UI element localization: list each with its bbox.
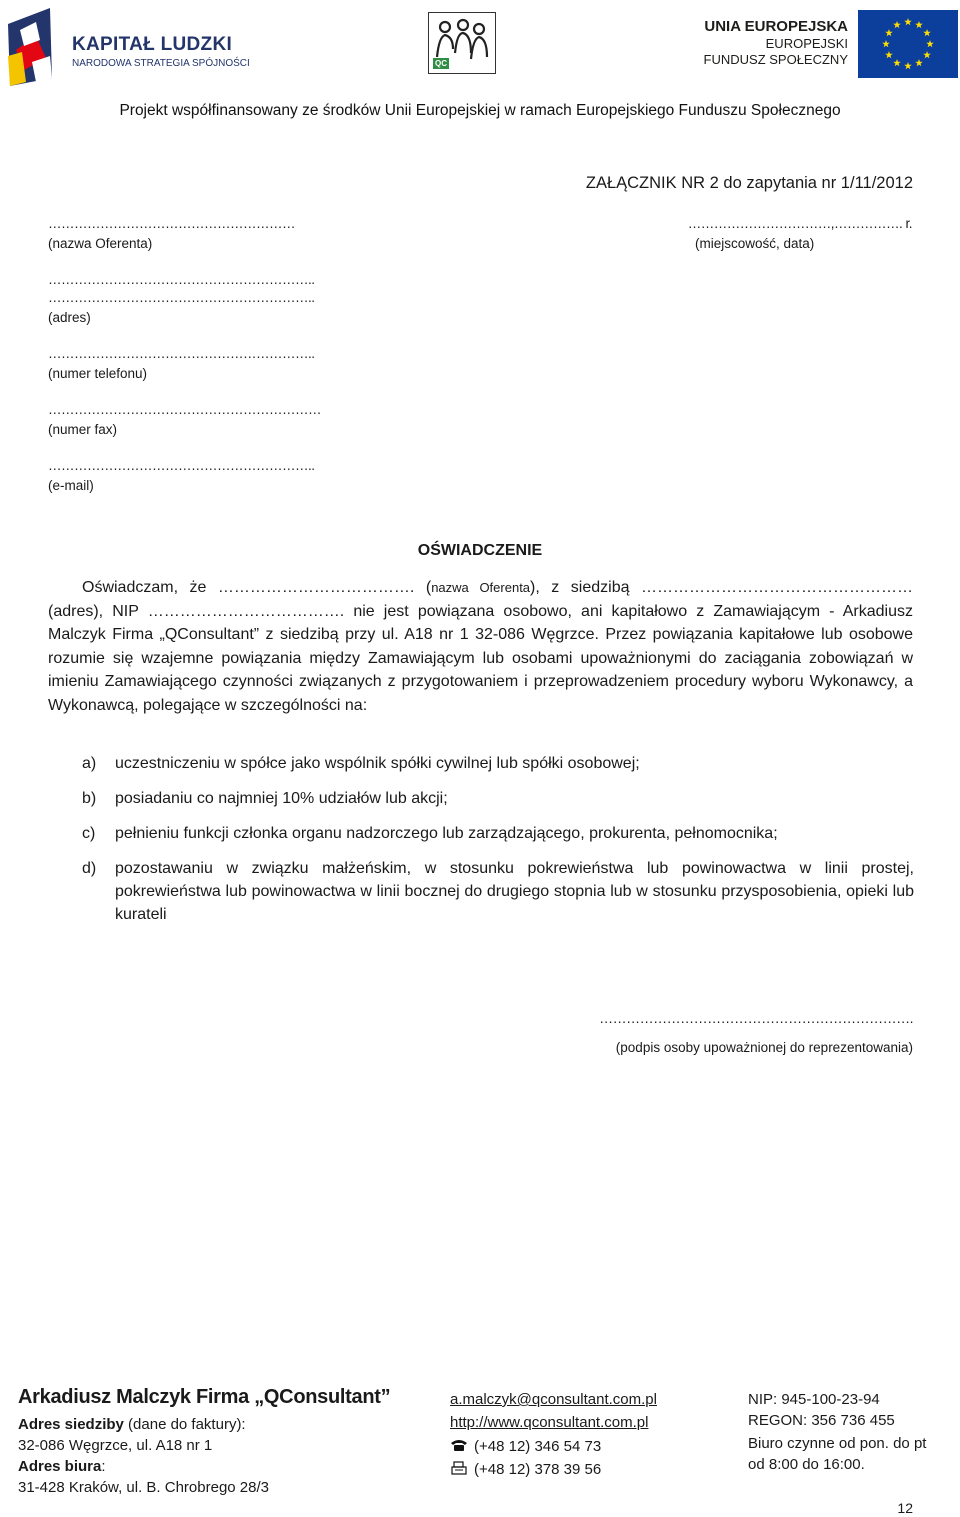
address-dots-2: …………………………………………………….. [48, 290, 315, 305]
statement-part-c: Węgrzce. Przez powiązania kapitałowe lub osobowe rozumie się wzajemne powiązania między Zamawiającym lub osobami upoważnionymi do zaciągania zobowiązań w imieniu Zamawiającego czynności związanych z przygotowaniem i przeprowadzeniem procedury wyboru Wykonawcy, a Wykonawcą, polegające w szczególności na: [48, 626, 914, 714]
eu-flag-icon [858, 10, 958, 78]
phone-dots: …………………………………………………….. [48, 346, 315, 361]
list-item [82, 822, 914, 845]
list-item [82, 787, 914, 810]
list-item-letter: c) [82, 825, 96, 842]
nip: NIP: 945-100-23-94 [748, 1391, 880, 1408]
list-item-letter: d) [82, 860, 97, 877]
offeror-name-label: (nazwa Oferenta) [48, 236, 153, 251]
list-item-text: pełnieniu funkcji członka organu nadzorczego lub zarządzającego, prokurenta, pełnomocnika; [115, 825, 778, 842]
statement-paragraph [48, 576, 913, 717]
annex-title: ZAŁĄCZNIK NR 2 do zapytania nr 1/11/2012 [585, 174, 913, 192]
website-link[interactable]: http://www.qconsultant.com.pl [450, 1414, 649, 1431]
list-item [82, 752, 914, 775]
seat-label: Adres siedziby (dane do faktury): [18, 1416, 246, 1433]
statement-title: OŚWIADCZENIE [417, 542, 543, 559]
list-item-letter: b) [82, 790, 97, 807]
office-label: Adres biura: [18, 1458, 106, 1475]
eu-line-2: EUROPEJSKI [765, 36, 848, 51]
statement-part-a: Oświadczam, że ………………………………. ( [82, 579, 432, 596]
list-item-text: posiadaniu co najmniej 10% udziałów lub akcji; [115, 790, 448, 807]
qconsultant-logo [428, 12, 496, 74]
fax-line: (+48 12) 378 39 56 [450, 1459, 657, 1480]
address-label: (adres) [48, 310, 91, 325]
list-item-text: pozostawaniu w związku małżeńskim, w stosunku pokrewieństwa lub powinowactwa w linii prostej, pokrewieństwa lub powinowactwa w linii bocznej do drugiego stopnia lub w stosunku przysposobienia, opieki lub kurateli [115, 860, 914, 923]
office-hours-1: Biuro czynne od pon. do pt [748, 1435, 927, 1452]
seat-address: 32-086 Węgrzce, ul. A18 nr 1 [18, 1437, 213, 1454]
eu-line-1: UNIA EUROPEJSKA [704, 18, 848, 35]
telephone-icon [450, 1438, 468, 1452]
eu-line-3: FUNDUSZ SPOŁECZNY [703, 52, 848, 67]
page-number: 12 [897, 1500, 913, 1516]
fax-label: (numer fax) [48, 422, 118, 437]
office-address: 31-428 Kraków, ul. B. Chrobrego 28/3 [18, 1479, 269, 1496]
qc-label: QC [435, 59, 447, 68]
list-item-text: uczestniczeniu w spółce jako wspólnik spółki cywilnej lub spółki osobowej; [115, 755, 640, 772]
email-label: (e-mail) [48, 478, 94, 493]
list-item-letter: a) [82, 755, 97, 772]
regon: REGON: 356 736 455 [748, 1412, 895, 1429]
kl-subtitle: NARODOWA STRATEGIA SPÓJNOŚCI [72, 58, 250, 69]
list-item [82, 857, 914, 926]
email-dots: …………………………………………………….. [48, 458, 315, 473]
phone-line: (+48 12) 346 54 73 [450, 1436, 657, 1457]
address-dots-1: …………………………………………………….. [48, 272, 315, 287]
statement-offeror-small: nazwa Oferenta [431, 580, 531, 595]
statement-part-b: ), z siedzibą …………………………………………… (adres), NIP ………………………………. nie jest powiązana osobowo, ani kapitałowo z Zamawiającym - Arkadiusz Malczyk Firma „QConsultant” z siedzibą przy ul. A18 nr 1 32-086 [48, 579, 914, 643]
phone-label: (numer telefonu) [48, 366, 148, 381]
offeror-name-dots: ………………………………………………… [48, 216, 295, 231]
fax-dots: ……………………………………………………… [48, 402, 321, 417]
fax-icon [450, 1461, 468, 1475]
relations-list [82, 752, 914, 926]
signature-dots: ……………………………………………………………. [599, 1010, 913, 1026]
kl-title: KAPITAŁ LUDZKI [72, 34, 233, 55]
email-link[interactable]: a.malczyk@qconsultant.com.pl [450, 1391, 657, 1408]
office-hours-2: od 8:00 do 16:00. [748, 1456, 865, 1473]
signature-label: (podpis osoby upoważnionej do reprezentowania) [615, 1040, 913, 1055]
footer-contact-column [450, 1389, 657, 1480]
footer-address-column [18, 1414, 269, 1498]
footer-registry-column [748, 1389, 926, 1475]
place-date-label: (miejscowość, data) [695, 236, 815, 251]
place-date-dots: ……………………………,……………. r. [687, 216, 912, 231]
project-cofinancing-line: Projekt współfinansowany ze środków Unii Europejskiej w ramach Europejskiego Funduszu Społecznego [119, 102, 841, 119]
footer-company-name: Arkadiusz Malczyk Firma „QConsultant” [18, 1386, 391, 1408]
eu-fund-text [704, 18, 848, 68]
